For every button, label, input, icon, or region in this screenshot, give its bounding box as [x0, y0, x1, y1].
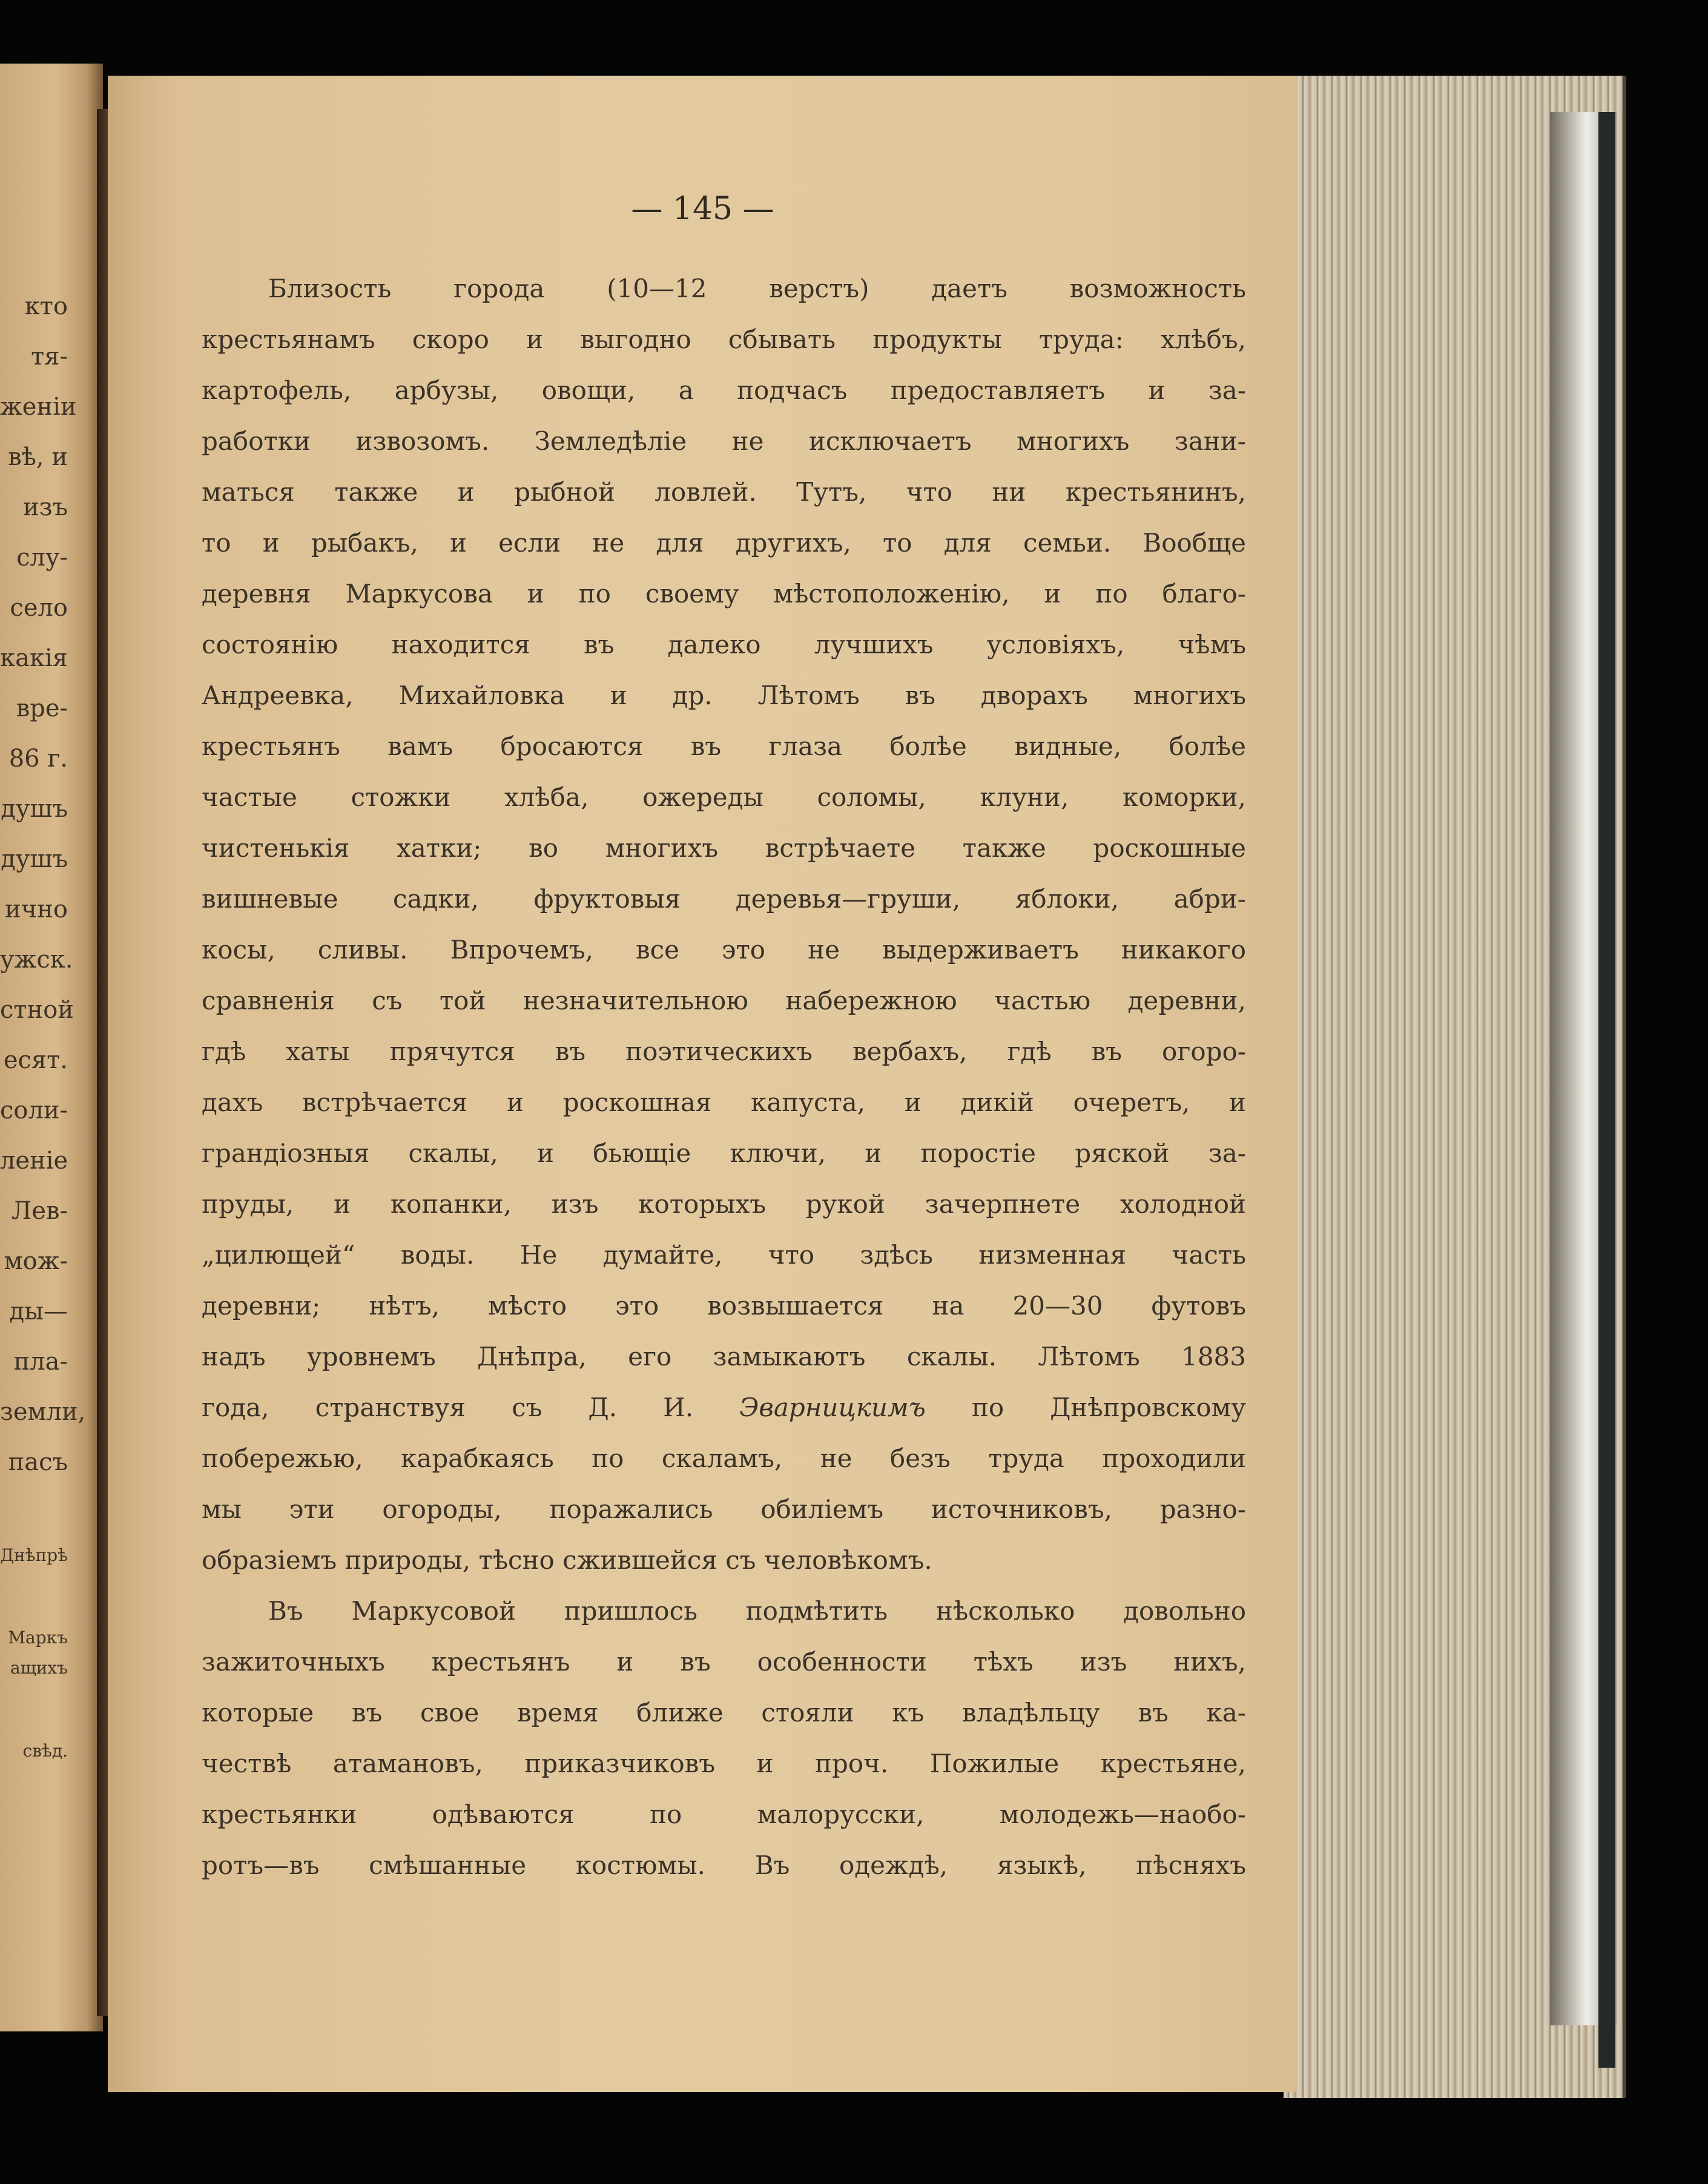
text-line: деревня Маркусова и по своему мѣстоположенію, и по благо- [202, 579, 1246, 609]
left-line: ично [5, 896, 68, 923]
book-binding [1598, 112, 1615, 2068]
left-line-footnote: Днѣпрѣ [0, 1545, 68, 1565]
left-line: женіи [0, 393, 77, 421]
text-line: крестьянки одѣваются по малорусски, молодежь—наобо- [202, 1800, 1246, 1829]
text-line: гдѣ хаты прячутся въ поэтическихъ вербахъ, гдѣ въ огоро- [202, 1037, 1246, 1066]
text-line: побережью, карабкаясь по скаламъ, не безъ труда проходили [202, 1443, 1246, 1473]
text-line: косы, сливы. Впрочемъ, все это не выдерживаетъ никакого [202, 935, 1246, 965]
text-line: сравненія съ той незначительною набережною частью деревни, [202, 986, 1246, 1015]
left-line: есят. [3, 1046, 68, 1074]
text-line: деревни; нѣтъ, мѣсто это возвышается на 20—30 футовъ [202, 1291, 1246, 1321]
left-line: леніе [0, 1147, 68, 1175]
text-line: Въ Маркусовой пришлось подмѣтить нѣсколько довольно [268, 1596, 1246, 1626]
left-line: вѣ, и [8, 443, 68, 471]
page-body [202, 263, 1246, 1891]
left-line-footnote: свѣд. [22, 1741, 68, 1761]
text-line: грандіозныя скалы, и бьющіе ключи, и поростіе ряской за- [202, 1138, 1246, 1168]
text-line: работки извозомъ. Земледѣліе не исключаетъ многихъ зани- [202, 426, 1246, 456]
text-line: мы эти огороды, поражались обиліемъ источниковъ, разно- [202, 1494, 1246, 1524]
left-line: вре- [16, 694, 68, 722]
left-line: пла- [13, 1348, 68, 1376]
text-line: частые стожки хлѣба, ожереды соломы, клуни, коморки, [202, 782, 1246, 812]
italic-name: Эварницкимъ [739, 1393, 926, 1422]
left-line: ужск. [0, 946, 73, 974]
left-line: кто [24, 292, 68, 320]
left-line: какія [0, 644, 68, 672]
text-line: картофель, арбузы, овощи, а подчасъ предоставляетъ и за- [202, 375, 1246, 405]
left-page-fragment [0, 64, 103, 2031]
text-line: вишневые садки, фруктовыя деревья—груши, яблоки, абри- [202, 884, 1246, 914]
text-line: крестьянъ вамъ бросаются въ глаза болѣе видные, болѣе [202, 731, 1246, 761]
text-segment: по Днѣпровскому [925, 1393, 1246, 1422]
text-line: Андреевка, Михайловка и др. Лѣтомъ въ дворахъ многихъ [202, 681, 1246, 710]
text-line: чествѣ атамановъ, приказчиковъ и проч. Пожилые крестьяне, [202, 1749, 1246, 1778]
text-line: надъ уровнемъ Днѣпра, его замыкаютъ скалы. Лѣтомъ 1883 [202, 1342, 1246, 1371]
text-line: Близость города (10—12 верстъ) даетъ возможность [268, 274, 1246, 303]
left-line: село [10, 594, 68, 622]
text-line: чистенькія хатки; во многихъ встрѣчаете также роскошные [202, 833, 1246, 863]
text-line: дахъ встрѣчается и роскошная капуста, и дикій очеретъ, и [202, 1087, 1246, 1117]
page-number: — 145 — [631, 191, 774, 227]
left-line: ды— [9, 1298, 68, 1325]
left-line: тя- [31, 343, 68, 371]
left-line: 86 г. [8, 745, 68, 773]
text-line: маться также и рыбной ловлей. Тутъ, что ни крестьянинъ, [202, 477, 1246, 507]
right-page [108, 76, 1297, 2092]
left-line: земли, [0, 1398, 86, 1426]
text-segment: года, странствуя съ Д. И. [202, 1393, 740, 1422]
text-line: „цилющей“ воды. Не думайте, что здѣсь низменная часть [202, 1240, 1246, 1270]
text-line: пруды, и копанки, изъ которыхъ рукой зачерпнете холодной [202, 1189, 1246, 1219]
left-line: душъ [1, 845, 68, 873]
text-line: то и рыбакъ, и если не для другихъ, то для семьи. Вообще [202, 528, 1246, 558]
left-line-footnote: ащихъ [10, 1658, 68, 1678]
left-line: слу- [16, 544, 68, 572]
left-line: стной [0, 996, 74, 1024]
left-line-footnote: Маркъ [8, 1628, 68, 1648]
text-line: состоянію находится въ далеко лучшихъ условіяхъ, чѣмъ [202, 630, 1246, 659]
left-page-text [0, 282, 103, 1776]
text-line: которые въ свое время ближе стояли къ владѣльцу въ ка- [202, 1698, 1246, 1727]
left-line: Лев- [11, 1197, 68, 1225]
left-line: пасъ [8, 1448, 68, 1476]
left-line: изъ [23, 493, 68, 521]
left-line: душъ [1, 795, 68, 823]
text-line: образіемъ природы, тѣсно сжившейся съ человѣкомъ. [202, 1545, 932, 1575]
text-line-with-italic [202, 1382, 1246, 1433]
left-line: соли- [0, 1097, 68, 1124]
text-line: зажиточныхъ крестьянъ и въ особенности тѣхъ изъ нихъ, [202, 1647, 1246, 1677]
left-line: мож- [4, 1247, 68, 1275]
text-line: ротъ—въ смѣшанные костюмы. Въ одеждѣ, языкѣ, пѣсняхъ [202, 1850, 1246, 1880]
text-line: крестьянамъ скоро и выгодно сбывать продукты труда: хлѣбъ, [202, 325, 1246, 354]
